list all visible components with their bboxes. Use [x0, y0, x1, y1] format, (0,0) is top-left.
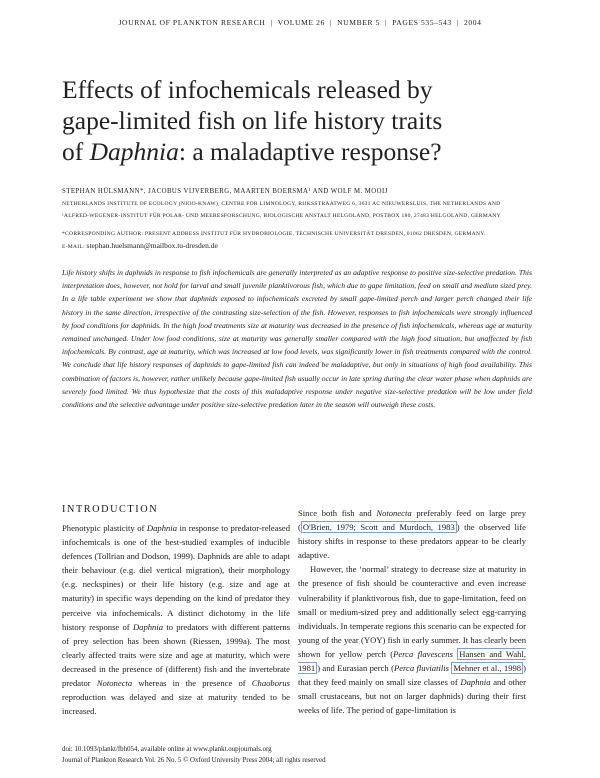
journal-number: NUMBER 5: [337, 18, 381, 27]
abstract: Life history shifts in daphnids in response to fish infochemicals are generally interpreted as an adaptive response to positive size-selective predation. This interpretation does, however, not hold for larval and small juvenile planktivorous fish, which due to gape limitation, feed on small and medium sized prey. In a life table experiment we show that daphnids exposed to infochemicals excreted by small gape-limited perch and larger perch changed their life history in the same direction, irrespective of the contrasting size-selection of the fish. However, responses to fish infochemicals were strongly influenced by food conditions for daphnids. In the high food treatments size at maturity was decreased in the presence of fish infochemicals, whereas age at maturity remained unchanged. Under low food conditions, size at maturity was generally smaller compared with the high food situation, but unaffected by fish infochemicals. By contrast, age at maturity, which was increased at low food levels, was significantly lower in fish treatments compared with the control. We conclude that life history responses of daphnids to gape-limited fish can indeed be maladaptive, but only in situations of high food availability. This combination of factors is, however, rather unlikely because gape-limited fish usually occur in late spring during the clear water phase when daphnids are severely food limited. We thus hypothesize that the costs of this maladaptive response under negative size-selective predation will be low under field conditions and the selective advantage under positive size-selective predation later in the season will outweigh these costs.: [62, 268, 532, 410]
header-separator: |: [385, 18, 388, 27]
journal-pages: PAGES 535–543: [392, 18, 452, 27]
body-column-right: [298, 506, 526, 717]
citation-link[interactable]: Hansen and Wahl, 1981: [298, 648, 526, 674]
correspondence: [62, 228, 542, 253]
header-separator: |: [456, 18, 459, 27]
page-footer: [62, 744, 542, 766]
email-line: [62, 240, 542, 253]
title-line-3-suffix: : a maladaptive response?: [178, 137, 442, 166]
paragraph: However, the ‘normal’ strategy to decrease size at maturity in the presence of fish should be counteractive and even increase vulnerability if planktivorous fish, due to gape-limitation, feed on small or medium-sized prey and additionally select egg-carrying individuals. In temperate regions this scenario can be expected for young of the year (YOY) fish in early summer. It has clearly been shown for yellow perch (Perca flavescens Hansen and Wahl, 1981 ) and Eurasian perch (Perca fluviatilis Mehner et al., 1998 ) that they feed mainly on small size classes of Daphnia and other small crustaceans, but not on larger daphnids) during their first weeks of life. The period of gape-limitation is: [298, 564, 526, 716]
paragraph: Phenotypic plasticity of Daphnia in response to predator-released infochemicals is one of the best-studied examples of inducible defences (Tollrian and Dodson, 1999). Daphnids are able to adapt their behaviour (e.g. diel vertical migration), their morphology (e.g. neckspines) or their life history (e.g. size and age at maturity) in specific ways depending on the kind of predator they perceive via infochemicals. A distinct dichotomy in the life history response of Daphnia to predators with different patterns of prey selection has been shown (Riessen, 1999a). The most clearly affected traits were size and age at maturity, which were decreased in the presence of (different) fish and the invertebrate predator Notonecta whereas in the presence of Chaoborus reproduction was delayed and size at maturity tended to be increased.: [62, 523, 291, 717]
body-column-left: [62, 521, 290, 718]
citation-link[interactable]: O'Brien, 1979; Scott and Murdoch, 1983: [302, 522, 455, 533]
journal-volume: VOLUME 26: [277, 18, 325, 27]
title-line-3-prefix: of: [62, 137, 90, 166]
journal-year: 2004: [463, 18, 482, 27]
header-separator: |: [270, 18, 273, 27]
affiliation-2: ¹ALFRED-WEGENER-INSTITUT FÜR POLAR- UND MEERESFORSCHUNG, BIOLOGISCHE ANSTALT HELGOLAND, POSTBOX 180, 27483 HELGOLAND, GERMANY: [62, 213, 501, 219]
header-separator: |: [329, 18, 333, 27]
email-label: E-MAIL:: [62, 244, 85, 250]
copyright-line: Journal of Plankton Research Vol. 26 No. 5 © Oxford University Press 2004; all rights reserved: [62, 757, 326, 764]
paragraph: Since both fish and Notonecta preferably feed on large prey ( O'Brien, 1979; Scott and Murdoch, 1983 ) the observed life history shifts in response to these predators appear to be clearly adaptive.: [298, 508, 526, 561]
journal-name: JOURNAL OF PLANKTON RESEARCH: [118, 18, 266, 27]
affiliation-1: NETHERLANDS INSTITUTE OF ECOLOGY (NIOO-KNAW), CENTRE FOR LIMNOLOGY, RIJKSSTRAATWEG 6, 3631 AC NIEUWERSLUIS, THE NETHERLANDS AND: [62, 201, 501, 207]
doi-line: doi: 10.1093/plankt/fbh054, available online at www.plankt.oupjournals.org: [62, 746, 272, 753]
title-line-1: Effects of infochemicals released by: [62, 75, 433, 104]
author-list: STEPHAN HÜLSMANN*, JACOBUS VIJVERBERG, MAARTEN BOERSMA¹ AND WOLF M. MOOIJ: [62, 188, 388, 195]
title-genus: Daphnia: [89, 137, 179, 166]
journal-running-header: [0, 18, 600, 27]
affiliations: [62, 198, 542, 222]
article-title: [62, 74, 542, 167]
title-line-2: gape-limited fish on life history traits: [62, 106, 443, 135]
citation-link[interactable]: Mehner et al., 1998: [453, 663, 522, 674]
section-heading-introduction: INTRODUCTION: [62, 504, 159, 515]
corresponding-address: *CORRESPONDING AUTHOR: PRESENT ADDRESS INSTITUT FÜR HYDROBIOLOGIE, TECHNISCHE UNIVERSITÄT DRESDEN, 01062 DRESDEN, GERMANY.: [62, 231, 486, 237]
email-address[interactable]: stephan.huelsmann@mailbox.tu-dresden.de: [86, 241, 218, 250]
